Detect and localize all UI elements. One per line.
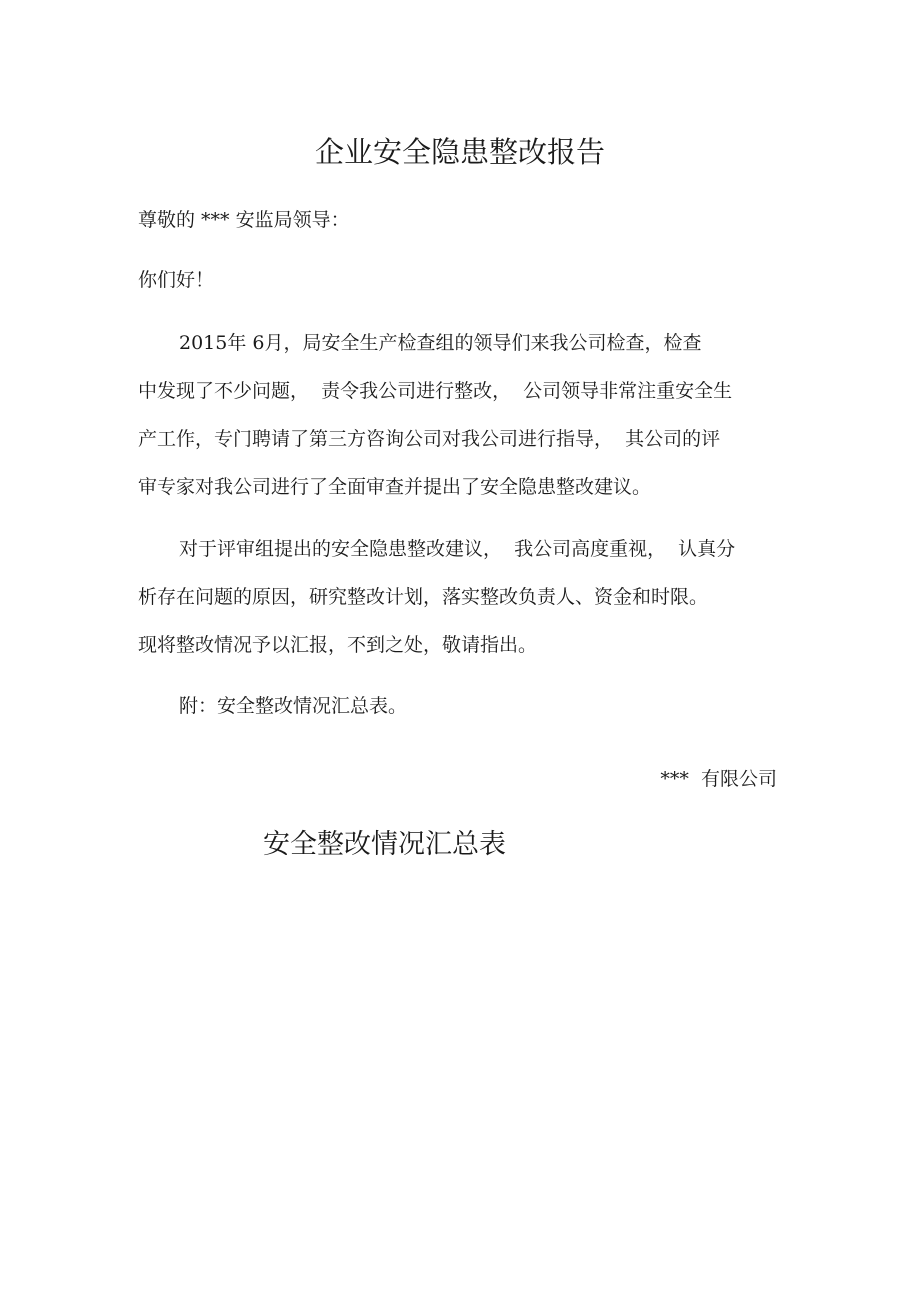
paragraph1-line4: 审专家对我公司进行了全面审查并提出了安全隐患整改建议。 bbox=[138, 476, 652, 498]
report-title: 企业安全隐患整改报告 bbox=[314, 135, 605, 169]
paragraph2-line1: 对于评审组提出的安全隐患整改建议， 我公司高度重视， 认真分 bbox=[179, 538, 736, 560]
paragraph2-line3: 现将整改情况予以汇报，不到之处，敬请指出。 bbox=[138, 634, 538, 656]
paragraph1-line1: 2015年 6月，局安全生产检查组的领导们来我公司检查，检查 bbox=[179, 332, 702, 354]
paragraph1-line2: 中发现了不少问题， 责令我公司进行整改， 公司领导非常注重安全生 bbox=[138, 380, 733, 402]
paragraph1-line3: 产工作，专门聘请了第三方咨询公司对我公司进行指导， 其公司的评 bbox=[138, 428, 721, 450]
company-signature: *** 有限公司 bbox=[660, 768, 777, 790]
summary-table-title: 安全整改情况汇总表 bbox=[263, 829, 506, 860]
salutation: 尊敬的 *** 安监局领导： bbox=[138, 209, 350, 231]
attachment-note: 附：安全整改情况汇总表。 bbox=[179, 695, 408, 717]
paragraph2-line2: 析存在问题的原因，研究整改计划，落实整改负责人、资金和时限。 bbox=[138, 586, 709, 608]
greeting: 你们好！ bbox=[138, 269, 215, 291]
